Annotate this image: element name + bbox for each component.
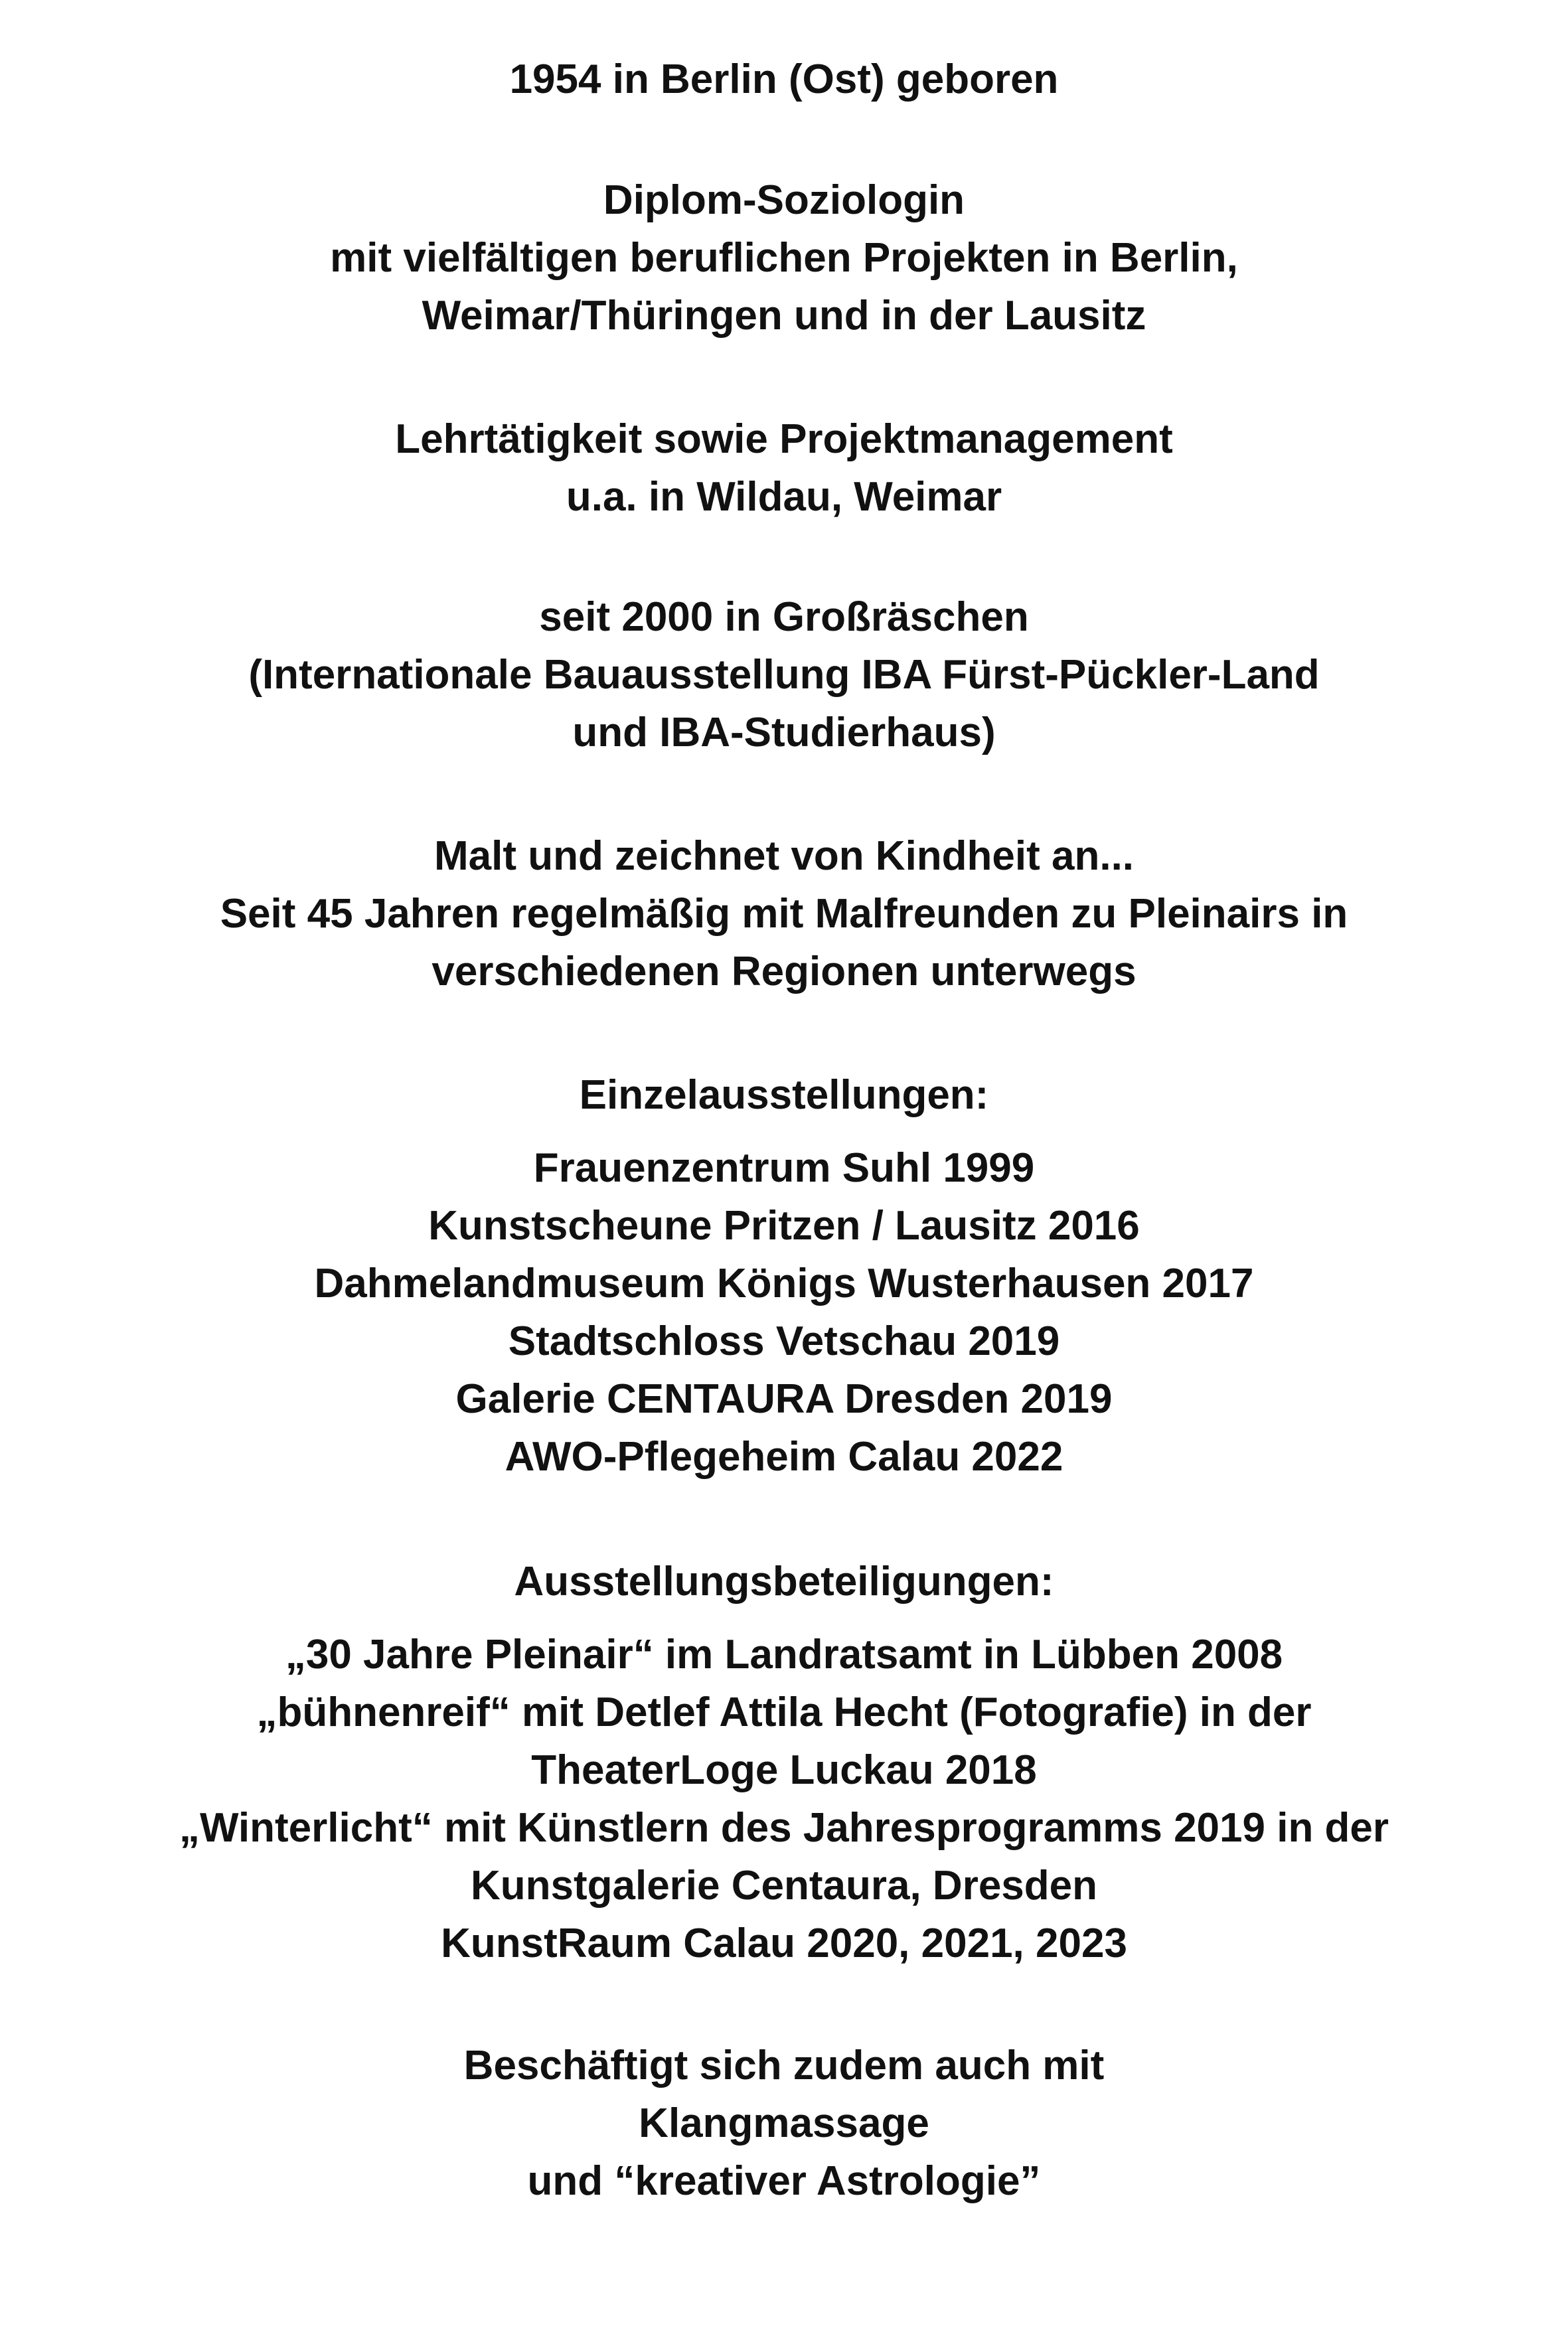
solo-exhibition-item: Frauenzentrum Suhl 1999 <box>533 1145 1035 1191</box>
birth-line: 1954 in Berlin (Ost) geboren <box>509 56 1059 102</box>
profession-line: mit vielfältigen beruflichen Projekten in Berlin, <box>330 235 1238 281</box>
residence-line: (Internationale Bauausstellung IBA Fürst-Pückler-Land <box>248 652 1320 698</box>
solo-exhibition-item: Stadtschloss Vetschau 2019 <box>508 1318 1060 1364</box>
group-exhibition-item: „Winterlicht“ mit Künstlern des Jahresprogramms 2019 in der <box>179 1805 1389 1851</box>
group-exhibition-item: TheaterLoge Luckau 2018 <box>531 1747 1037 1793</box>
painting-line: verschiedenen Regionen unterwegs <box>431 949 1137 994</box>
other-interests-line: Klangmassage <box>639 2100 929 2146</box>
solo-exhibition-item: AWO-Pflegeheim Calau 2022 <box>505 1434 1063 1480</box>
group-exhibition-item: Kunstgalerie Centaura, Dresden <box>470 1863 1098 1909</box>
solo-exhibition-item: Dahmelandmuseum Königs Wusterhausen 2017 <box>314 1261 1254 1306</box>
other-interests-line: und “kreativer Astrologie” <box>527 2158 1041 2204</box>
solo-exhibition-item: Kunstscheune Pritzen / Lausitz 2016 <box>428 1203 1140 1249</box>
residence-line: und IBA-Studierhaus) <box>572 710 996 755</box>
teaching-line: Lehrtätigkeit sowie Projektmanagement <box>395 416 1173 462</box>
group-exhibition-item: KunstRaum Calau 2020, 2021, 2023 <box>441 1921 1127 1966</box>
solo-exhibitions-heading: Einzelausstellungen: <box>579 1072 989 1118</box>
painting-line: Seit 45 Jahren regelmäßig mit Malfreunden zu Pleinairs in <box>220 891 1348 937</box>
solo-exhibition-item: Galerie CENTAURA Dresden 2019 <box>455 1376 1113 1422</box>
residence-line: seit 2000 in Großräschen <box>539 594 1029 640</box>
profession-line: Weimar/Thüringen und in der Lausitz <box>422 293 1146 339</box>
profession-line: Diplom-Soziologin <box>603 177 965 223</box>
other-interests-line: Beschäftigt sich zudem auch mit <box>463 2043 1105 2088</box>
group-exhibition-item: „bühnenreif“ mit Detlef Attila Hecht (Fotografie) in der <box>256 1689 1312 1735</box>
group-exhibitions-heading: Ausstellungsbeteiligungen: <box>514 1559 1054 1605</box>
group-exhibition-item: „30 Jahre Pleinair“ im Landratsamt in Lübben 2008 <box>285 1632 1283 1678</box>
teaching-line: u.a. in Wildau, Weimar <box>566 474 1002 520</box>
painting-line: Malt und zeichnet von Kindheit an... <box>433 833 1135 879</box>
